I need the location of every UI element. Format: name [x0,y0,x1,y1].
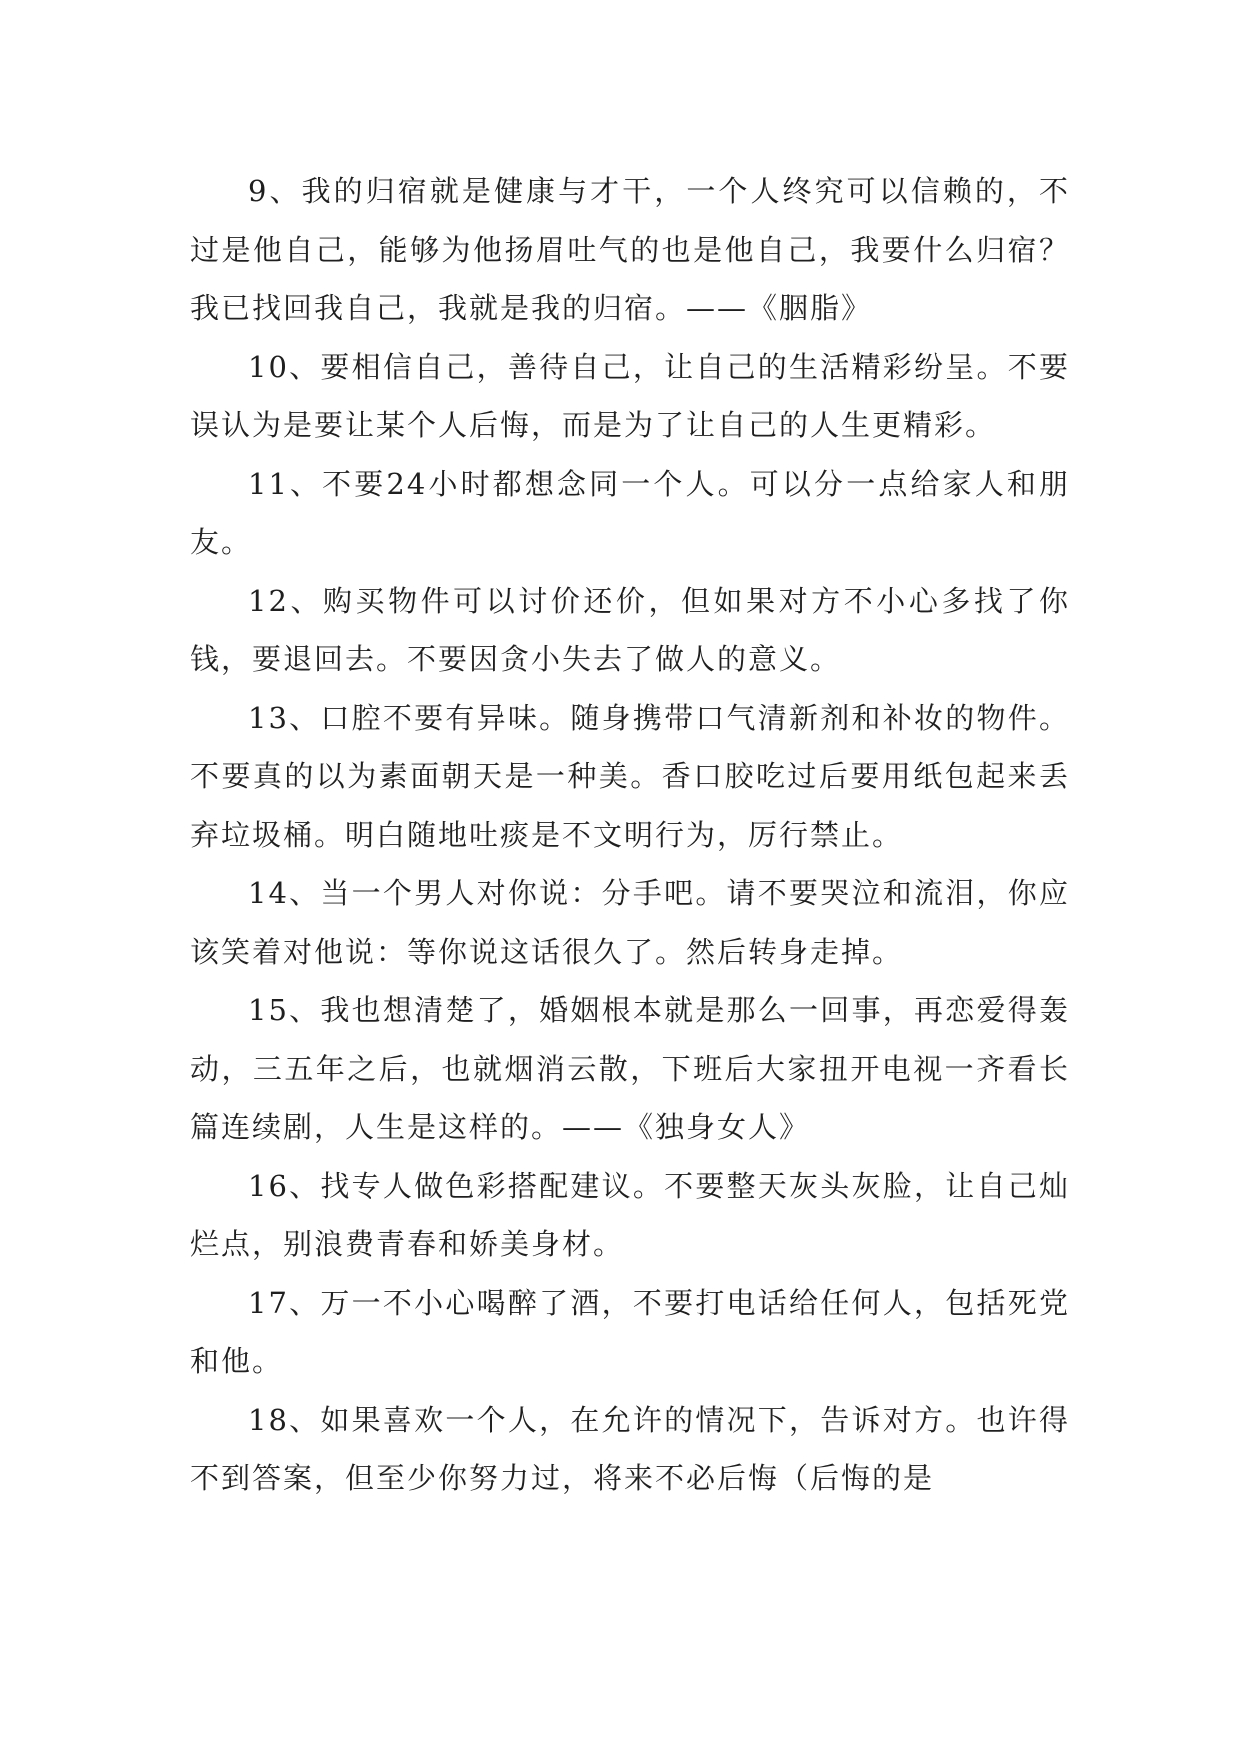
paragraph-12: 12、购买物件可以讨价还价，但如果对方不小心多找了你钱，要退回去。不要因贪小失去了做人的意义。 [190,583,1070,676]
paragraph-10: 10、要相信自己，善待自己，让自己的生活精彩纷呈。不要误认为是要让某个人后悔，而是为了让自己的人生更精彩。 [190,349,1070,442]
paragraph-18: 18、如果喜欢一个人，在允许的情况下，告诉对方。也许得不到答案，但至少你努力过，将来不必后悔（后悔的是 [190,1402,1070,1495]
document-body [190,162,1070,1508]
paragraph-15: 15、我也想清楚了，婚姻根本就是那么一回事，再恋爱得轰动，三五年之后，也就烟消云散，下班后大家扭开电视一齐看长篇连续剧，人生是这样的。——《独身女人》 [190,993,1070,1144]
paragraph-11: 11、不要24小时都想念同一个人。可以分一点给家人和朋友。 [190,466,1070,559]
paragraph-9: 9、我的归宿就是健康与才干，一个人终究可以信赖的，不过是他自己，能够为他扬眉吐气的也是他自己，我要什么归宿？我已找回我自己，我就是我的归宿。——《胭脂》 [190,174,1070,325]
paragraph-14: 14、当一个男人对你说：分手吧。请不要哭泣和流泪，你应该笑着对他说：等你说这话很久了。然后转身走掉。 [190,876,1070,969]
paragraph-16: 16、找专人做色彩搭配建议。不要整天灰头灰脸，让自己灿烂点，别浪费青春和娇美身材。 [190,1168,1070,1261]
paragraph-17: 17、万一不小心喝醉了酒，不要打电话给任何人，包括死党和他。 [190,1285,1070,1378]
paragraph-13: 13、口腔不要有异味。随身携带口气清新剂和补妆的物件。不要真的以为素面朝天是一种美。香口胶吃过后要用纸包起来丢弃垃圾桶。明白随地吐痰是不文明行为，厉行禁止。 [190,700,1070,852]
